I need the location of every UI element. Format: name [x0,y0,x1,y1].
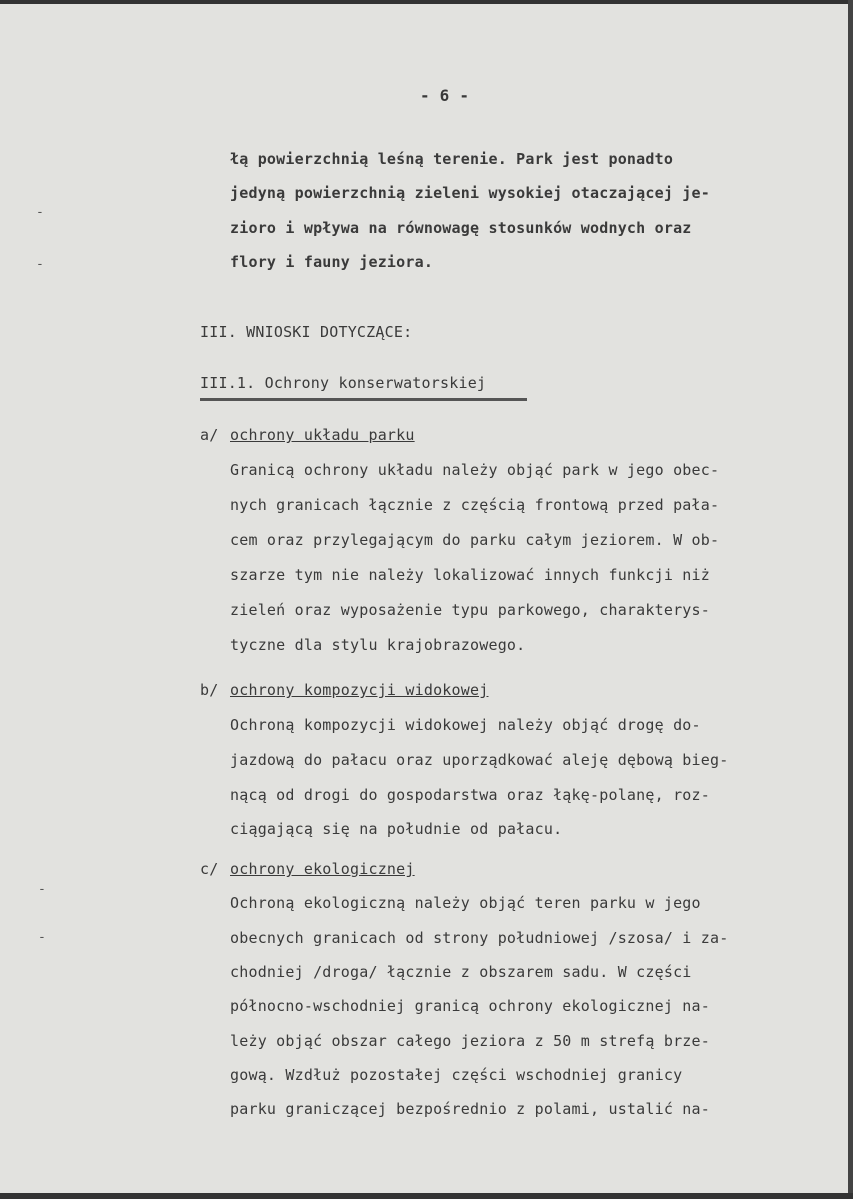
item-c-line: Ochroną ekologiczną należy objąć teren parku w jego [230,894,701,912]
scan-edge-bottom [0,1193,853,1199]
item-b-line: ciągającą się na południe od pałacu. [230,820,563,838]
scan-edge-right [848,0,853,1199]
item-c-line: północno-wschodniej granicą ochrony ekologicznej na- [230,997,710,1015]
item-b-line: jazdową do pałacu oraz uporządkować aleję dębową bieg- [230,751,729,769]
item-b-line: nącą od drogi do gospodarstwa oraz łąkę-polanę, roz- [230,786,710,804]
item-a-line: cem oraz przylegającym do parku całym jeziorem. W ob- [230,531,720,549]
item-c-marker: c/ [200,860,219,878]
section-heading: III. WNIOSKI DOTYCZĄCE: [200,323,413,341]
intro-line: flory i fauny jeziora. [230,253,434,271]
scan-edge-top [0,0,853,4]
item-a-line: szarze tym nie należy lokalizować innych funkcji niż [230,566,710,584]
subsection-underline [200,398,527,401]
item-a-line: zieleń oraz wyposażenie typu parkowego, charakterys- [230,601,710,619]
item-b-line: Ochroną kompozycji widokowej należy objąć drogę do- [230,716,701,734]
page-number: - 6 - [420,86,470,105]
item-c-line: chodniej /droga/ łącznie z obszarem sadu. W części [230,963,692,981]
item-c-title: ochrony ekologicznej [230,860,415,878]
item-c-line: leży objąć obszar całego jeziora z 50 m strefą brze- [230,1032,710,1050]
item-b-marker: b/ [200,681,219,699]
margin-mark: - [38,930,47,945]
item-c-line: parku graniczącej bezpośrednio z polami, ustalić na- [230,1100,710,1118]
subsection-heading: III.1. Ochrony konserwatorskiej [200,374,487,392]
item-c-line: obecnych granicach od strony południowej /szosa/ i za- [230,929,729,947]
margin-mark: - [36,257,45,272]
margin-mark: - [38,882,47,897]
item-a-line: Granicą ochrony układu należy objąć park w jego obec- [230,461,720,479]
intro-line: łą powierzchnią leśną terenie. Park jest ponadto [230,150,674,168]
intro-line: zioro i wpływa na równowagę stosunków wodnych oraz [230,219,692,237]
item-a-marker: a/ [200,426,219,444]
item-a-line: nych granicach łącznie z częścią frontową przed pała- [230,496,720,514]
intro-line: jedyną powierzchnią zieleni wysokiej otaczającej je- [230,184,710,202]
item-a-title: ochrony układu parku [230,426,415,444]
item-c-line: gową. Wzdłuż pozostałej części wschodniej granicy [230,1066,683,1084]
item-b-title: ochrony kompozycji widokowej [230,681,489,699]
item-a-line: tyczne dla stylu krajobrazowego. [230,636,526,654]
margin-mark: - [36,205,45,220]
